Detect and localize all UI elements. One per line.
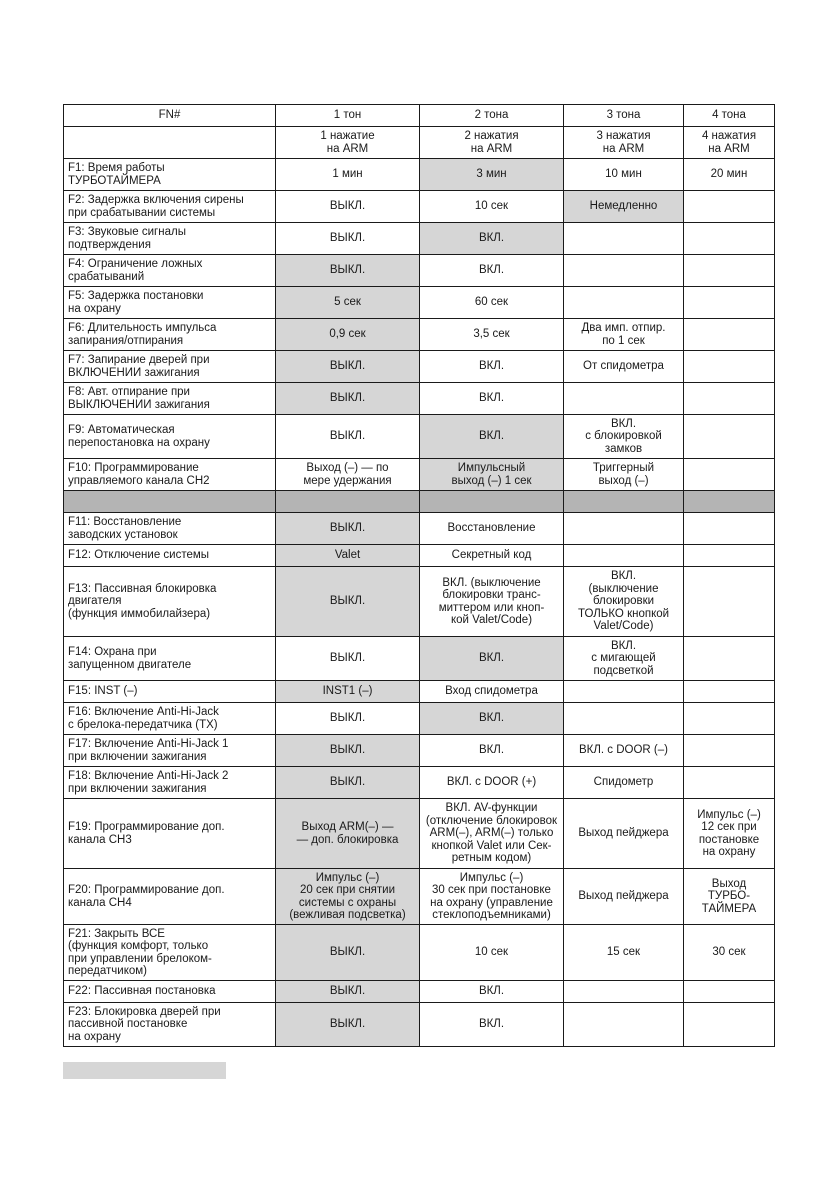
value-tone-1: Valet (276, 545, 420, 567)
table-row (64, 319, 775, 351)
separator-cell (420, 491, 564, 513)
function-name: F17: Включение Anti-Hi-Jack 1 при включении зажигания (64, 735, 276, 767)
value-tone-3 (564, 255, 684, 287)
separator-cell (564, 491, 684, 513)
function-name: F13: Пассивная блокировка двигателя (функция иммобилайзера) (64, 567, 276, 637)
table-row (64, 567, 775, 637)
table-row (64, 459, 775, 491)
value-tone-3: ВКЛ. с DOOR (–) (564, 735, 684, 767)
function-name: F18: Включение Anti-Hi-Jack 2 при включении зажигания (64, 767, 276, 799)
value-tone-4: 20 мин (684, 159, 775, 191)
value-tone-2: 10 сек (420, 925, 564, 981)
value-tone-3 (564, 383, 684, 415)
presses-3: 3 нажатия на ARM (564, 127, 684, 159)
value-tone-4 (684, 351, 775, 383)
value-tone-3: 15 сек (564, 925, 684, 981)
function-name: F5: Задержка постановки на охрану (64, 287, 276, 319)
value-tone-4 (684, 415, 775, 459)
value-tone-2: Секретный код (420, 545, 564, 567)
value-tone-1: ВЫКЛ. (276, 415, 420, 459)
value-tone-2: ВКЛ. (420, 637, 564, 681)
value-tone-1: ВЫКЛ. (276, 637, 420, 681)
function-name: F15: INST (–) (64, 681, 276, 703)
value-tone-4: Выход ТУРБО- ТАЙМЕРА (684, 869, 775, 925)
value-tone-3 (564, 287, 684, 319)
value-tone-1: INST1 (–) (276, 681, 420, 703)
value-tone-3: Немедленно (564, 191, 684, 223)
value-tone-3: ВКЛ. с мигающей подсветкой (564, 637, 684, 681)
value-tone-3: Два имп. отпир. по 1 сек (564, 319, 684, 351)
function-name: F22: Пассивная постановка (64, 981, 276, 1003)
function-name: F6: Длительность импульса запирания/отпирания (64, 319, 276, 351)
table-row (64, 513, 775, 545)
table-row (64, 735, 775, 767)
legend-shade-swatch (63, 1062, 226, 1079)
value-tone-2: ВКЛ. (420, 415, 564, 459)
value-tone-1: ВЫКЛ. (276, 191, 420, 223)
table-row (64, 545, 775, 567)
table-row (64, 703, 775, 735)
table-row (64, 799, 775, 869)
value-tone-1: Выход (–) — по мере удержания (276, 459, 420, 491)
value-tone-2: ВКЛ. (420, 351, 564, 383)
value-tone-4 (684, 255, 775, 287)
value-tone-3: 10 мин (564, 159, 684, 191)
function-name: F3: Звуковые сигналы подтверждения (64, 223, 276, 255)
table-row (64, 191, 775, 223)
presses-2: 2 нажатия на ARM (420, 127, 564, 159)
presses-row (64, 127, 775, 159)
value-tone-4 (684, 513, 775, 545)
value-tone-3 (564, 703, 684, 735)
function-name: F4: Ограничение ложных срабатываний (64, 255, 276, 287)
value-tone-4 (684, 545, 775, 567)
value-tone-3: Выход пейджера (564, 869, 684, 925)
value-tone-1: ВЫКЛ. (276, 513, 420, 545)
separator-cell (684, 491, 775, 513)
value-tone-3: Выход пейджера (564, 799, 684, 869)
value-tone-1: 5 сек (276, 287, 420, 319)
function-name: F19: Программирование доп. канала СН3 (64, 799, 276, 869)
value-tone-2: Импульсный выход (–) 1 сек (420, 459, 564, 491)
value-tone-2: 3 мин (420, 159, 564, 191)
header-fn: FN# (64, 105, 276, 127)
function-name: F10: Программирование управляемого канала СН2 (64, 459, 276, 491)
value-tone-4 (684, 681, 775, 703)
value-tone-1: ВЫКЛ. (276, 981, 420, 1003)
value-tone-1: ВЫКЛ. (276, 735, 420, 767)
table-row (64, 351, 775, 383)
value-tone-3: ВКЛ. с блокировкой замков (564, 415, 684, 459)
function-name: F12: Отключение системы (64, 545, 276, 567)
value-tone-1: ВЫКЛ. (276, 351, 420, 383)
table-row (64, 1003, 775, 1047)
function-name: F7: Запирание дверей при ВКЛЮЧЕНИИ зажигания (64, 351, 276, 383)
value-tone-1: 1 мин (276, 159, 420, 191)
value-tone-4 (684, 735, 775, 767)
value-tone-2: ВКЛ. с DOOR (+) (420, 767, 564, 799)
function-table-body (64, 105, 775, 1047)
table-row (64, 981, 775, 1003)
value-tone-3 (564, 513, 684, 545)
value-tone-3 (564, 681, 684, 703)
value-tone-4 (684, 767, 775, 799)
header-row (64, 105, 775, 127)
header-tone-4: 4 тона (684, 105, 775, 127)
value-tone-2: 10 сек (420, 191, 564, 223)
value-tone-4: Импульс (–) 12 сек при постановке на охрану (684, 799, 775, 869)
value-tone-4 (684, 981, 775, 1003)
value-tone-2: ВКЛ. (выключение блокировки транс- миттером или кноп- кой Valet/Code) (420, 567, 564, 637)
value-tone-1: ВЫКЛ. (276, 383, 420, 415)
value-tone-4 (684, 191, 775, 223)
table-row (64, 681, 775, 703)
table-row (64, 255, 775, 287)
function-name: F20: Программирование доп. канала СН4 (64, 869, 276, 925)
value-tone-4 (684, 637, 775, 681)
value-tone-3: ВКЛ. (выключение блокировки ТОЛЬКО кнопкой Valet/Code) (564, 567, 684, 637)
value-tone-4 (684, 319, 775, 351)
value-tone-2: ВКЛ. (420, 703, 564, 735)
value-tone-1: ВЫКЛ. (276, 567, 420, 637)
value-tone-4 (684, 567, 775, 637)
presses-1: 1 нажатие на ARM (276, 127, 420, 159)
value-tone-3: Спидометр (564, 767, 684, 799)
value-tone-3 (564, 545, 684, 567)
value-tone-2: ВКЛ. (420, 383, 564, 415)
function-name: F2: Задержка включения сирены при срабатывании системы (64, 191, 276, 223)
header-tone-2: 2 тона (420, 105, 564, 127)
section-separator-row (64, 491, 775, 513)
table-row (64, 415, 775, 459)
value-tone-1: 0,9 сек (276, 319, 420, 351)
value-tone-2: Восстановление (420, 513, 564, 545)
table-row (64, 223, 775, 255)
value-tone-2: Вход спидометра (420, 681, 564, 703)
function-name: F14: Охрана при запущенном двигателе (64, 637, 276, 681)
function-name: F9: Автоматическая перепостановка на охрану (64, 415, 276, 459)
value-tone-2: ВКЛ. (420, 981, 564, 1003)
value-tone-2: ВКЛ. (420, 735, 564, 767)
header-tone-3: 3 тона (564, 105, 684, 127)
value-tone-2: 3,5 сек (420, 319, 564, 351)
value-tone-2: ВКЛ. AV-функции (отключение блокировок ARM(–), ARM(–) только кнопкой Valet или Сек- ретным кодом) (420, 799, 564, 869)
function-name: F21: Закрыть ВСЕ (функция комфорт, только при управлении брелоком- передатчиком) (64, 925, 276, 981)
value-tone-2: Импульс (–) 30 сек при постановке на охрану (управление стеклоподъемниками) (420, 869, 564, 925)
value-tone-1: Выход ARM(–) — — доп. блокировка (276, 799, 420, 869)
value-tone-1: Импульс (–) 20 сек при снятии системы с охраны (вежливая подсветка) (276, 869, 420, 925)
function-name: F8: Авт. отпирание при ВЫКЛЮЧЕНИИ зажигания (64, 383, 276, 415)
function-name: F16: Включение Anti-Hi-Jack с брелока-передатчика (TX) (64, 703, 276, 735)
value-tone-4 (684, 383, 775, 415)
value-tone-3: От спидометра (564, 351, 684, 383)
function-name: F1: Время работы ТУРБОТАЙМЕРА (64, 159, 276, 191)
table-row (64, 925, 775, 981)
value-tone-4 (684, 287, 775, 319)
table-row (64, 287, 775, 319)
value-tone-1: ВЫКЛ. (276, 767, 420, 799)
value-tone-1: ВЫКЛ. (276, 223, 420, 255)
presses-fn (64, 127, 276, 159)
value-tone-3 (564, 1003, 684, 1047)
function-table (63, 104, 775, 1047)
value-tone-3 (564, 223, 684, 255)
value-tone-2: 60 сек (420, 287, 564, 319)
value-tone-1: ВЫКЛ. (276, 703, 420, 735)
value-tone-1: ВЫКЛ. (276, 925, 420, 981)
value-tone-1: ВЫКЛ. (276, 1003, 420, 1047)
value-tone-2: ВКЛ. (420, 255, 564, 287)
separator-cell (276, 491, 420, 513)
table-row (64, 767, 775, 799)
value-tone-3 (564, 981, 684, 1003)
value-tone-4 (684, 459, 775, 491)
value-tone-2: ВКЛ. (420, 223, 564, 255)
table-row (64, 637, 775, 681)
table-row (64, 869, 775, 925)
table-row (64, 159, 775, 191)
value-tone-1: ВЫКЛ. (276, 255, 420, 287)
value-tone-2: ВКЛ. (420, 1003, 564, 1047)
function-name: F11: Восстановление заводских установок (64, 513, 276, 545)
presses-4: 4 нажатия на ARM (684, 127, 775, 159)
header-tone-1: 1 тон (276, 105, 420, 127)
value-tone-4 (684, 703, 775, 735)
value-tone-4: 30 сек (684, 925, 775, 981)
value-tone-3: Триггерный выход (–) (564, 459, 684, 491)
function-name: F23: Блокировка дверей при пассивной постановке на охрану (64, 1003, 276, 1047)
value-tone-4 (684, 223, 775, 255)
separator-cell (64, 491, 276, 513)
value-tone-4 (684, 1003, 775, 1047)
table-row (64, 383, 775, 415)
